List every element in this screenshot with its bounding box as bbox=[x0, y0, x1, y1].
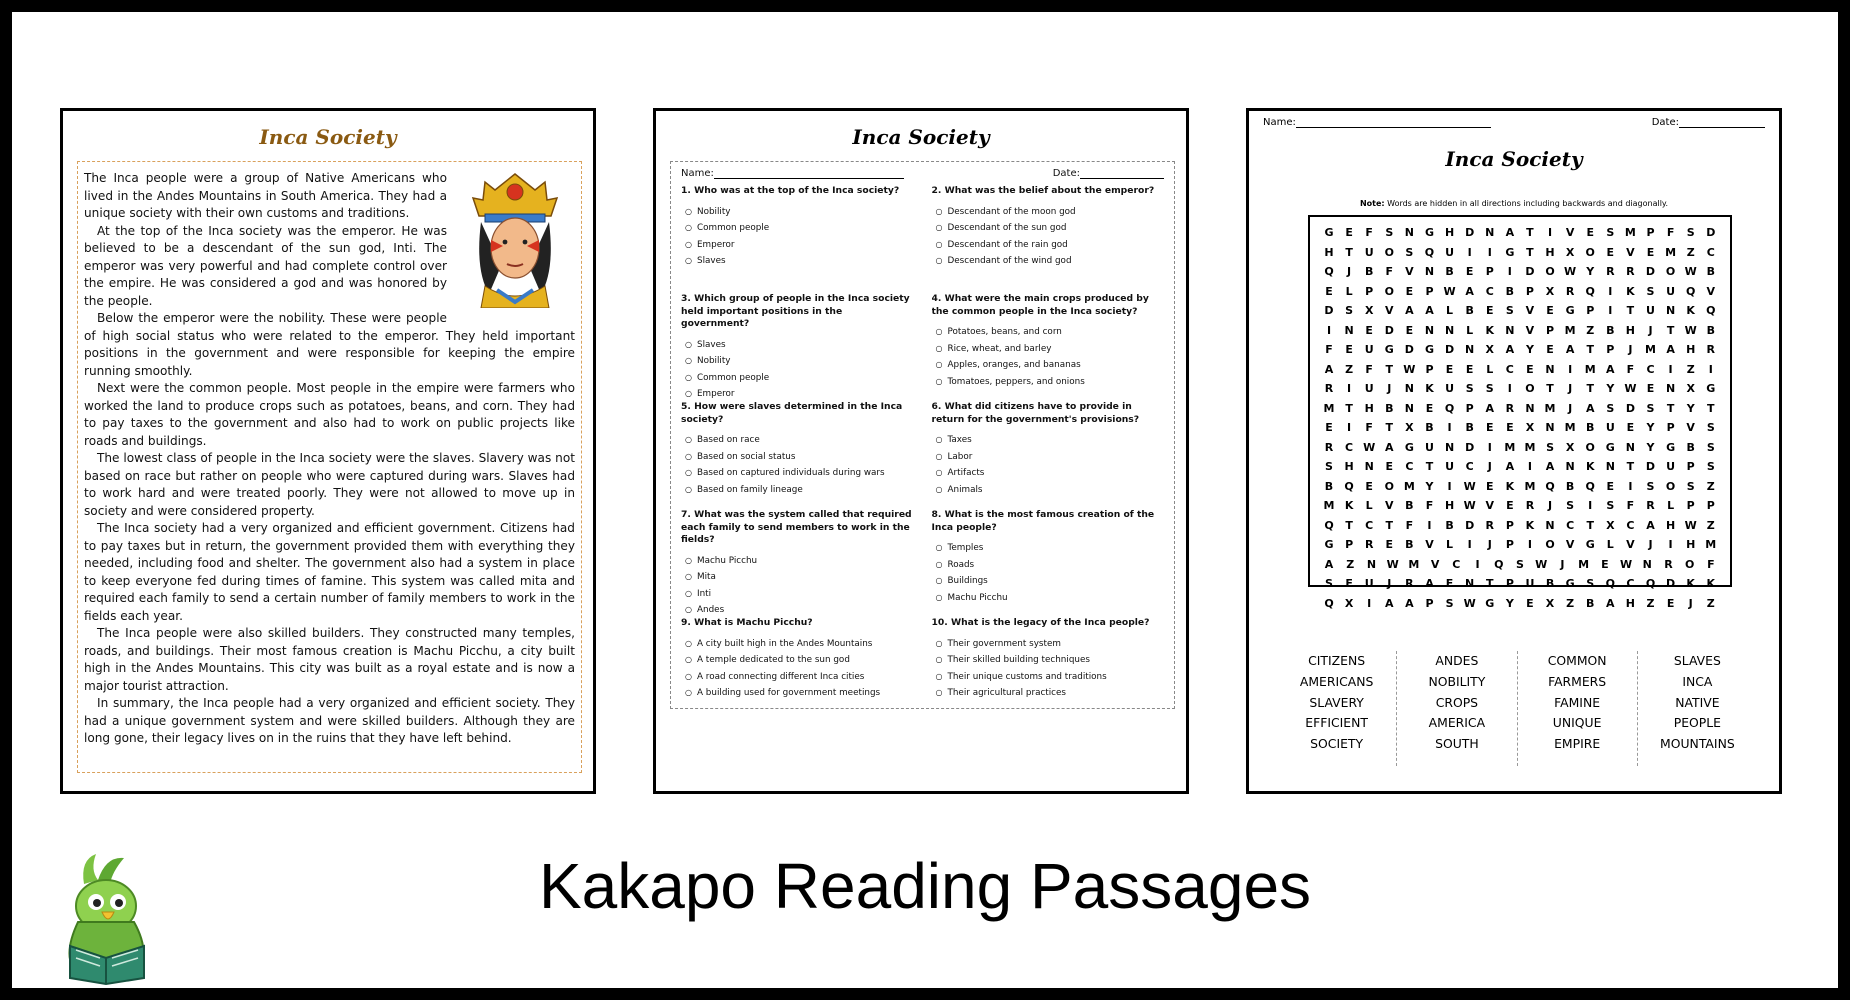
quiz-name-field: Name: bbox=[681, 168, 904, 179]
quiz-option[interactable]: ○ Machu Picchu bbox=[685, 553, 914, 570]
quiz-option[interactable]: ○ Based on race bbox=[685, 432, 914, 449]
passage-paragraph: In summary, the Inca people had a very organized and efficient society. They had a unique government system and were skilled builders. Although they are long gone, their legacy lives on in the ruins that they have left behind. bbox=[84, 696, 575, 745]
quiz-question bbox=[681, 185, 914, 293]
word-bank-column bbox=[1277, 651, 1396, 766]
quiz-option[interactable]: ○ A building used for government meetings bbox=[685, 685, 914, 702]
word-bank-word: UNIQUE bbox=[1552, 715, 1602, 731]
quiz-option[interactable]: ○ Descendant of the sun god bbox=[936, 220, 1165, 237]
passage-paragraph: Below the emperor were the nobility. These were people of high social status who were related to the emperor. They held important positions in the government and were responsible for keeping the empire running smoothly. bbox=[84, 311, 575, 378]
word-bank-word: FARMERS bbox=[1548, 673, 1607, 689]
word-bank-column bbox=[1637, 651, 1757, 766]
wordsearch-row: S H N E C T U C J A I A N K N T D U P S bbox=[1325, 460, 1715, 474]
wordsearch-row: S E U J R A E N T P U B G S Q C Q D K K bbox=[1325, 577, 1716, 591]
wordsearch-note: Note: Words are hidden in all directions including backwards and diagonally. bbox=[1359, 199, 1669, 208]
wordsearch-row: H T U O S Q U I I G T H X O E V E M Z C bbox=[1324, 245, 1715, 259]
wordsearch-row: F E U G D G D N X A Y E A T P J M A H R bbox=[1325, 343, 1716, 357]
passage-paragraph: The lowest class of people in the Inca society were the slaves. Slavery was not based on race but rather on people who were captured during wars. Slaves had to work hard and were treated poorly. They were not allowed to move up in society and were considered property. bbox=[84, 451, 575, 518]
word-bank-word: PEOPLE bbox=[1673, 715, 1721, 731]
word-bank-word: COMMON bbox=[1547, 653, 1607, 668]
quiz-option[interactable]: ○ Descendant of the wind god bbox=[936, 253, 1165, 270]
wordsearch-word-bank bbox=[1277, 651, 1757, 766]
quiz-option[interactable]: ○ Mita bbox=[685, 569, 914, 586]
quiz-option[interactable]: ○ Emperor bbox=[685, 237, 914, 254]
quiz-question bbox=[681, 509, 914, 617]
quiz-question bbox=[681, 617, 914, 725]
quiz-option[interactable]: ○ Taxes bbox=[936, 432, 1165, 449]
wordsearch-row: Q T C T F I B D R P K N C T X C A H W Z bbox=[1324, 518, 1715, 532]
quiz-option[interactable]: ○ Apples, oranges, and bananas bbox=[936, 357, 1165, 374]
quiz-options bbox=[681, 432, 914, 498]
quiz-option[interactable]: ○ Their unique customs and traditions bbox=[936, 669, 1165, 686]
passage-box bbox=[77, 161, 582, 773]
quiz-option[interactable]: ○ Nobility bbox=[685, 353, 914, 370]
word-bank-column bbox=[1517, 651, 1637, 766]
quiz-option[interactable]: ○ Potatoes, beans, and corn bbox=[936, 324, 1165, 341]
quiz-question-text: 7. What was the system called that required each family to send members to work in the fields? bbox=[681, 509, 912, 545]
wordsearch-date-field: Date: bbox=[1652, 117, 1765, 128]
quiz-question-text: 2. What was the belief about the emperor? bbox=[931, 185, 1155, 196]
wordsearch-row: E L P O E P W A C B P X R Q I K S U Q V bbox=[1325, 284, 1716, 298]
word-bank-word: SOUTH bbox=[1435, 736, 1479, 752]
inca-warrior-illustration bbox=[455, 170, 575, 308]
word-bank-word: SOCIETY bbox=[1310, 736, 1364, 752]
quiz-options bbox=[932, 540, 1165, 606]
quiz-question-text: 3. Which group of people in the Inca society held important positions in the government? bbox=[681, 293, 910, 329]
quiz-option[interactable]: ○ Slaves bbox=[685, 337, 914, 354]
quiz-header bbox=[681, 168, 1164, 179]
quiz-question bbox=[932, 617, 1165, 725]
quiz-questions bbox=[681, 185, 1164, 725]
wordsearch-row: R C W A G U N D I M M S X O G N Y G B S bbox=[1324, 440, 1715, 454]
quiz-question-text: 10. What is the legacy of the Inca people? bbox=[931, 617, 1150, 628]
word-bank-word: CROPS bbox=[1435, 694, 1479, 710]
quiz-option[interactable]: ○ Rice, wheat, and barley bbox=[936, 341, 1165, 358]
wordsearch-header bbox=[1263, 117, 1765, 128]
quiz-question bbox=[932, 185, 1165, 293]
quiz-option[interactable]: ○ Roads bbox=[936, 557, 1165, 574]
brand-title: Kakapo Reading Passages bbox=[538, 850, 1312, 922]
passage-paragraph: The Inca people were also skilled builders. They constructed many temples, roads, and buildings. Their most famous creation is Machu Picchu, a city built high in the Andes Mountains. This city was built as a royal estate and is now a major tourist attraction. bbox=[84, 626, 575, 693]
quiz-question bbox=[932, 509, 1165, 617]
word-bank-word: NOBILITY bbox=[1428, 673, 1486, 689]
wordsearch-row: Q X I A A P S W G Y E X Z B A H Z E J Z bbox=[1324, 596, 1715, 610]
word-bank-word: SLAVERY bbox=[1309, 694, 1364, 710]
quiz-option[interactable]: ○ Animals bbox=[936, 482, 1165, 499]
quiz-question bbox=[932, 293, 1165, 401]
quiz-options bbox=[932, 324, 1165, 390]
wordsearch-row: G E F S N G H D N A T I V E S M P F S D bbox=[1324, 226, 1716, 240]
quiz-option[interactable]: ○ Temples bbox=[936, 540, 1165, 557]
word-bank-word: NATIVE bbox=[1675, 694, 1720, 710]
quiz-option[interactable]: ○ A city built high in the Andes Mountains bbox=[685, 636, 914, 653]
passage-title: Inca Society bbox=[259, 125, 397, 149]
passage-sheet-preview[interactable] bbox=[60, 108, 596, 794]
wordsearch-row: I N E D E N N L K N V P M Z B H J T W B bbox=[1326, 323, 1715, 337]
word-bank-word: AMERICA bbox=[1428, 715, 1486, 731]
passage-paragraph: At the top of the Inca society was the emperor. He was believed to be a descendant of the sun god, Inti. The emperor was very powerful and had complete control over the empire. He was considered a god and was honored by the people. bbox=[84, 223, 447, 308]
quiz-option[interactable]: ○ Andes bbox=[685, 602, 914, 617]
wordsearch-row: A Z N W M V C I Q S W J M E W N R O F bbox=[1324, 557, 1715, 571]
quiz-option[interactable]: ○ Slaves bbox=[685, 253, 914, 270]
wordsearch-name-field: Name: bbox=[1263, 117, 1491, 128]
quiz-question-text: 5. How were slaves determined in the Inca society? bbox=[681, 401, 903, 425]
quiz-option[interactable]: ○ Machu Picchu bbox=[936, 590, 1165, 607]
quiz-options bbox=[932, 204, 1165, 270]
wordsearch-row: M T H B N E Q P A R N M J A S D S T Y T bbox=[1323, 401, 1715, 415]
quiz-question-text: 6. What did citizens have to provide in return for the government's provisions? bbox=[931, 401, 1140, 425]
quiz-option[interactable]: ○ Tomatoes, peppers, and onions bbox=[936, 374, 1165, 391]
quiz-box bbox=[670, 161, 1175, 709]
quiz-option[interactable]: ○ Emperor bbox=[685, 386, 914, 401]
wordsearch-row: E I F T X B I B E E X N M B U E Y P V S bbox=[1325, 421, 1715, 435]
word-bank-word: SLAVES bbox=[1673, 653, 1721, 668]
passage-paragraph: Next were the common people. Most people in the empire were farmers who worked the land to produce crops such as potatoes, beans, and corn. They had to pay taxes to the government and also had to work on public projects like roads and buildings. bbox=[84, 381, 575, 448]
quiz-question-text: 1. Who was at the top of the Inca society? bbox=[681, 185, 900, 196]
passage-paragraph: The Inca people were a group of Native Americans who lived in the Andes Mountains in South America. They had a unique society with their own customs and traditions. bbox=[84, 171, 447, 220]
quiz-option[interactable]: ○ Their skilled building techniques bbox=[936, 652, 1165, 669]
word-bank-word: INCA bbox=[1682, 673, 1713, 689]
quiz-question-text: 9. What is Machu Picchu? bbox=[681, 617, 813, 628]
wordsearch-row: B Q E O M Y I W E K M Q B Q E I S O S Z bbox=[1324, 479, 1715, 493]
word-bank-word: EFFICIENT bbox=[1305, 715, 1368, 731]
quiz-option[interactable]: ○ Their government system bbox=[936, 636, 1165, 653]
quiz-option[interactable]: ○ A road connecting different Inca cities bbox=[685, 669, 914, 686]
quiz-option[interactable]: ○ Artifacts bbox=[936, 465, 1165, 482]
quiz-question bbox=[932, 401, 1165, 509]
quiz-option[interactable]: ○ Their agricultural practices bbox=[936, 685, 1165, 702]
quiz-option[interactable]: ○ Nobility bbox=[685, 204, 914, 221]
wordsearch-row: A Z F T W P E E L C E N I M A F C I Z I bbox=[1324, 362, 1713, 376]
quiz-options bbox=[681, 553, 914, 618]
wordsearch-row: M K L V B F H W V E R J S I S F R L P P bbox=[1323, 499, 1715, 513]
word-bank-word: EMPIRE bbox=[1554, 736, 1601, 752]
quiz-option[interactable]: ○ Common people bbox=[685, 370, 914, 387]
quiz-option[interactable]: ○ Descendant of the moon god bbox=[936, 204, 1165, 221]
quiz-option[interactable]: ○ Based on captured individuals during wars bbox=[685, 465, 914, 482]
passage-text bbox=[84, 170, 575, 748]
quiz-options bbox=[681, 204, 914, 270]
wordsearch-title: Inca Society bbox=[1445, 147, 1583, 171]
quiz-question-text: 8. What is the most famous creation of the Inca people? bbox=[931, 509, 1155, 533]
quiz-options bbox=[932, 432, 1165, 498]
quiz-option[interactable]: ○ Common people bbox=[685, 220, 914, 237]
quiz-option[interactable]: ○ Based on family lineage bbox=[685, 482, 914, 499]
passage-paragraph: The Inca society had a very organized and efficient government. Citizens had to pay taxes but in return, the government provided them with everything they needed, including food and shelter. The government also had a system in place to keep everyone fed during times of famine. This system was called mita and required each family to send a certain number of family members to work in the fields each year. bbox=[84, 521, 575, 623]
quiz-question bbox=[681, 401, 914, 509]
quiz-option[interactable]: ○ A temple dedicated to the sun god bbox=[685, 652, 914, 669]
quiz-option[interactable]: ○ Based on social status bbox=[685, 449, 914, 466]
quiz-sheet-preview[interactable] bbox=[653, 108, 1189, 794]
quiz-option[interactable]: ○ Inti bbox=[685, 586, 914, 603]
wordsearch-sheet-preview[interactable] bbox=[1246, 108, 1782, 794]
quiz-options bbox=[932, 636, 1165, 702]
quiz-options bbox=[681, 337, 914, 402]
wordsearch-row: Q J B F V N B E P I D O W Y R R D O W B bbox=[1324, 265, 1715, 279]
quiz-option[interactable]: ○ Buildings bbox=[936, 573, 1165, 590]
quiz-option[interactable]: ○ Labor bbox=[936, 449, 1165, 466]
quiz-question-text: 4. What were the main crops produced by the common people in the Inca society? bbox=[931, 293, 1149, 317]
word-bank-word: AMERICANS bbox=[1299, 673, 1374, 689]
wordsearch-grid bbox=[1308, 215, 1732, 610]
quiz-question bbox=[681, 293, 914, 401]
wordsearch-row: D S X V A A L B E S V E G P I T U N K Q bbox=[1324, 304, 1716, 318]
quiz-options bbox=[681, 636, 914, 702]
quiz-title: Inca Society bbox=[852, 125, 990, 149]
canvas bbox=[12, 12, 1838, 988]
wordsearch-row: R I U J N K U S S I O T J T Y W E N X G bbox=[1324, 382, 1716, 396]
wordsearch-row: G P R E B V L I J P I O V G L V J I H M bbox=[1324, 538, 1717, 552]
quiz-date-field: Date: bbox=[1053, 168, 1164, 179]
word-bank-word: FAMINE bbox=[1554, 694, 1601, 710]
word-bank-word: MOUNTAINS bbox=[1660, 736, 1735, 752]
word-bank-word: ANDES bbox=[1435, 653, 1479, 668]
word-bank-word: CITIZENS bbox=[1308, 653, 1366, 668]
word-bank-column bbox=[1396, 651, 1516, 766]
quiz-option[interactable]: ○ Descendant of the rain god bbox=[936, 237, 1165, 254]
